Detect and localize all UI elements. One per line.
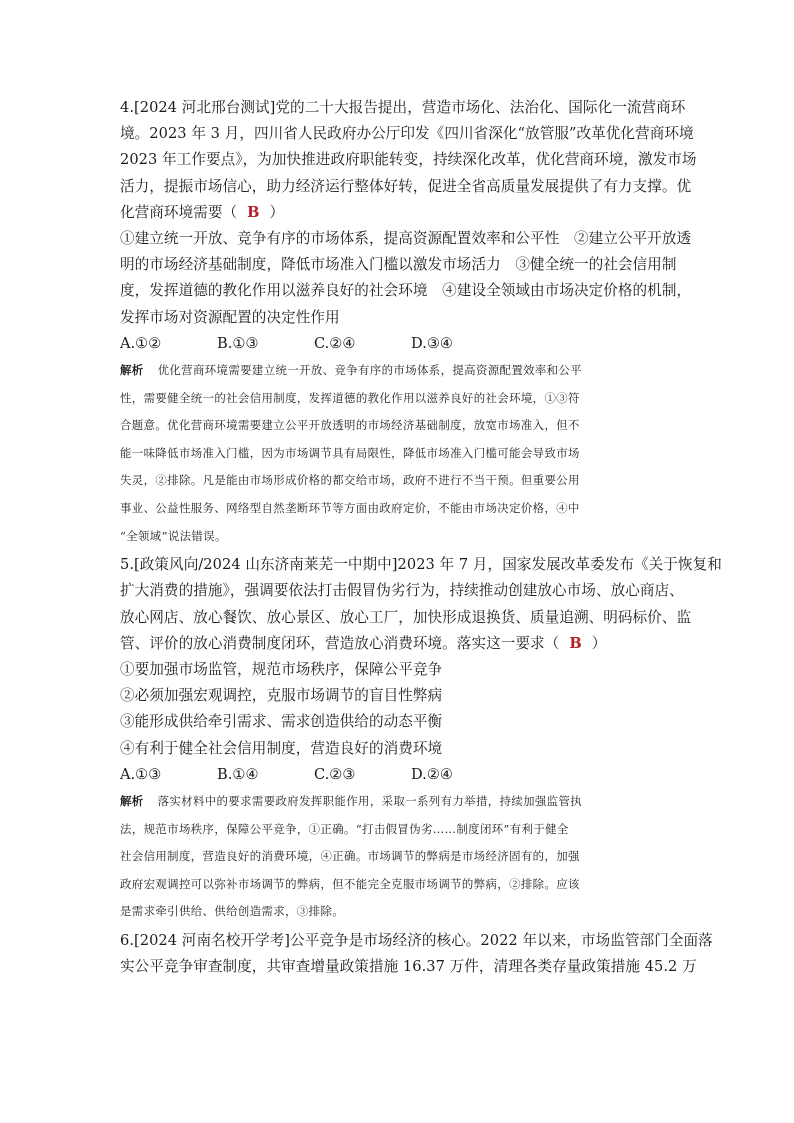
document-page [120, 95, 722, 980]
question-stem-text: ） [591, 634, 607, 652]
question-5 [120, 552, 722, 926]
analysis-line: 能一味降低市场准入门槛，因为市场调节具有局限性，降低市场准入门槛可能会导致市场 [120, 445, 580, 460]
question-stem-line: 6.[2024 河南名校开学考]公平竞争是市场经济的核心。2022 年以来，市场监管部门全面落 [120, 931, 713, 949]
question-stem-line: 5.[政策风向/2024 山东济南莱芜一中期中]2023 年 7 月，国家发展改革委发布《关于恢复和 [120, 556, 722, 574]
question-stem-line: 境。2023 年 3 月，四川省人民政府办公厅印发《四川省深化“放管服”改革优化营商环境 [120, 125, 694, 143]
statement-line: ④有利于健全社会信用制度，营造良好的消费环境 [120, 739, 443, 757]
question-stem-text: 管、评价的放心消费制度闭环，营造放心消费环境。落实这一要求（ [120, 634, 560, 652]
analysis-line: 是需求牵引供给、供给创造需求，③排除。 [120, 904, 345, 919]
analysis-label: 解析 [120, 363, 144, 378]
analysis-label: 解析 [120, 794, 144, 809]
option-c: C.②③ [314, 765, 356, 783]
option-c: C.②④ [314, 334, 356, 352]
question-stem-line: 4.[2024 河北邢台测试]党的二十大报告提出，营造市场化、法治化、国际化一流营商环 [120, 99, 686, 116]
analysis-line: 合题意。优化营商环境需要建立公平开放透明的市场经济基础制度，放宽市场准入，但不 [120, 418, 580, 433]
statement-line: 发挥市场对资源配置的决定性作用 [120, 308, 340, 326]
question-stem-text: 化营商环境需要（ [120, 203, 238, 221]
question-stem-line: 实公平竞争审查制度，共审查增量政策措施 16.37 万件，清理各类存量政策措施 45.2 万 [120, 958, 697, 976]
question-stem-line [120, 631, 668, 657]
statement-line: ①要加强市场监管，规范市场秩序，保障公平竞争 [120, 661, 443, 678]
analysis-line [120, 788, 668, 816]
analysis-line: “全领域”说法错误。 [120, 528, 227, 543]
analysis-text: 优化营商环境需要建立统一开放、竞争有序的市场体系，提高资源配置效率和公平 [157, 363, 583, 378]
option-a: A.①③ [120, 765, 162, 783]
analysis-line [120, 357, 668, 385]
question-stem-line: 扩大消费的措施》，强调要依法打击假冒伪劣行为，持续推动创建放心市场、放心商店、 [120, 582, 684, 600]
answer-letter: B [247, 203, 260, 221]
option-a: A.①② [120, 334, 162, 352]
analysis-text: 落实材料中的要求需要政府发挥职能作用，采取一系列有力举措，持续加强监管执 [157, 794, 583, 809]
analysis-line: 失灵，②排除。凡是能由市场形成价格的都交给市场，政府不进行不当干预。但重要公用 [120, 473, 580, 488]
question-stem-line: 放心网店、放心餐饮、放心景区、放心工厂，加快形成退换货、质量追溯、明码标价、监 [120, 608, 692, 626]
question-stem-line: 2023 年工作要点》，为加快推进政府职能转变，持续深化改革，优化营商环境，激发市场 [120, 151, 697, 169]
statement-line: 度，发挥道德的教化作用以滋养良好的社会环境 ④建设全领域由市场决定价格的机制， [120, 282, 692, 300]
option-b: B.①④ [217, 765, 259, 783]
option-d: D.③④ [411, 334, 453, 352]
question-6 [120, 928, 713, 980]
statement-line: ①建立统一开放、竞争有序的市场体系，提高资源配置效率和公平性 ②建立公平开放透 [120, 230, 692, 248]
analysis-line: 事业、公益性服务、网络型自然垄断环节等方面由政府定价，不能由市场决定价格，④中 [120, 501, 580, 515]
question-stem-line: 活力，提振市场信心，助力经济运行整体好转，促进全省高质量发展提供了有力支撑。优 [120, 177, 692, 195]
statement-line: 明的市场经济基础制度，降低市场准入门槛以激发市场活力 ③健全统一的社会信用制 [120, 256, 677, 274]
analysis-line: 政府宏观调控可以弥补市场调节的弊病，但不能完全克服市场调节的弊病，②排除。应该 [120, 876, 580, 891]
analysis-line: 性，需要健全统一的社会信用制度，发挥道德的教化作用以滋养良好的社会环境，①③符 [120, 390, 580, 405]
question-stem-text: ） [269, 203, 285, 221]
option-b: B.①③ [217, 334, 259, 352]
analysis-line: 社会信用制度，营造良好的消费环境，④正确。市场调节的弊病是市场经济固有的，加强 [120, 849, 580, 864]
option-d: D.②④ [411, 765, 453, 783]
answer-options [120, 762, 668, 788]
question-stem-line [120, 200, 668, 226]
analysis-line: 法，规范市场秩序，保障公平竞争，①正确。“打击假冒伪劣……制度闭环”有利于健全 [120, 821, 569, 836]
question-4 [120, 95, 697, 550]
statement-line: ③能形成供给牵引需求、需求创造供给的动态平衡 [120, 713, 443, 731]
answer-letter: B [569, 634, 582, 652]
statement-line: ②必须加强宏观调控，克服市场调节的盲目性弊病 [120, 687, 443, 705]
answer-options [120, 331, 668, 357]
